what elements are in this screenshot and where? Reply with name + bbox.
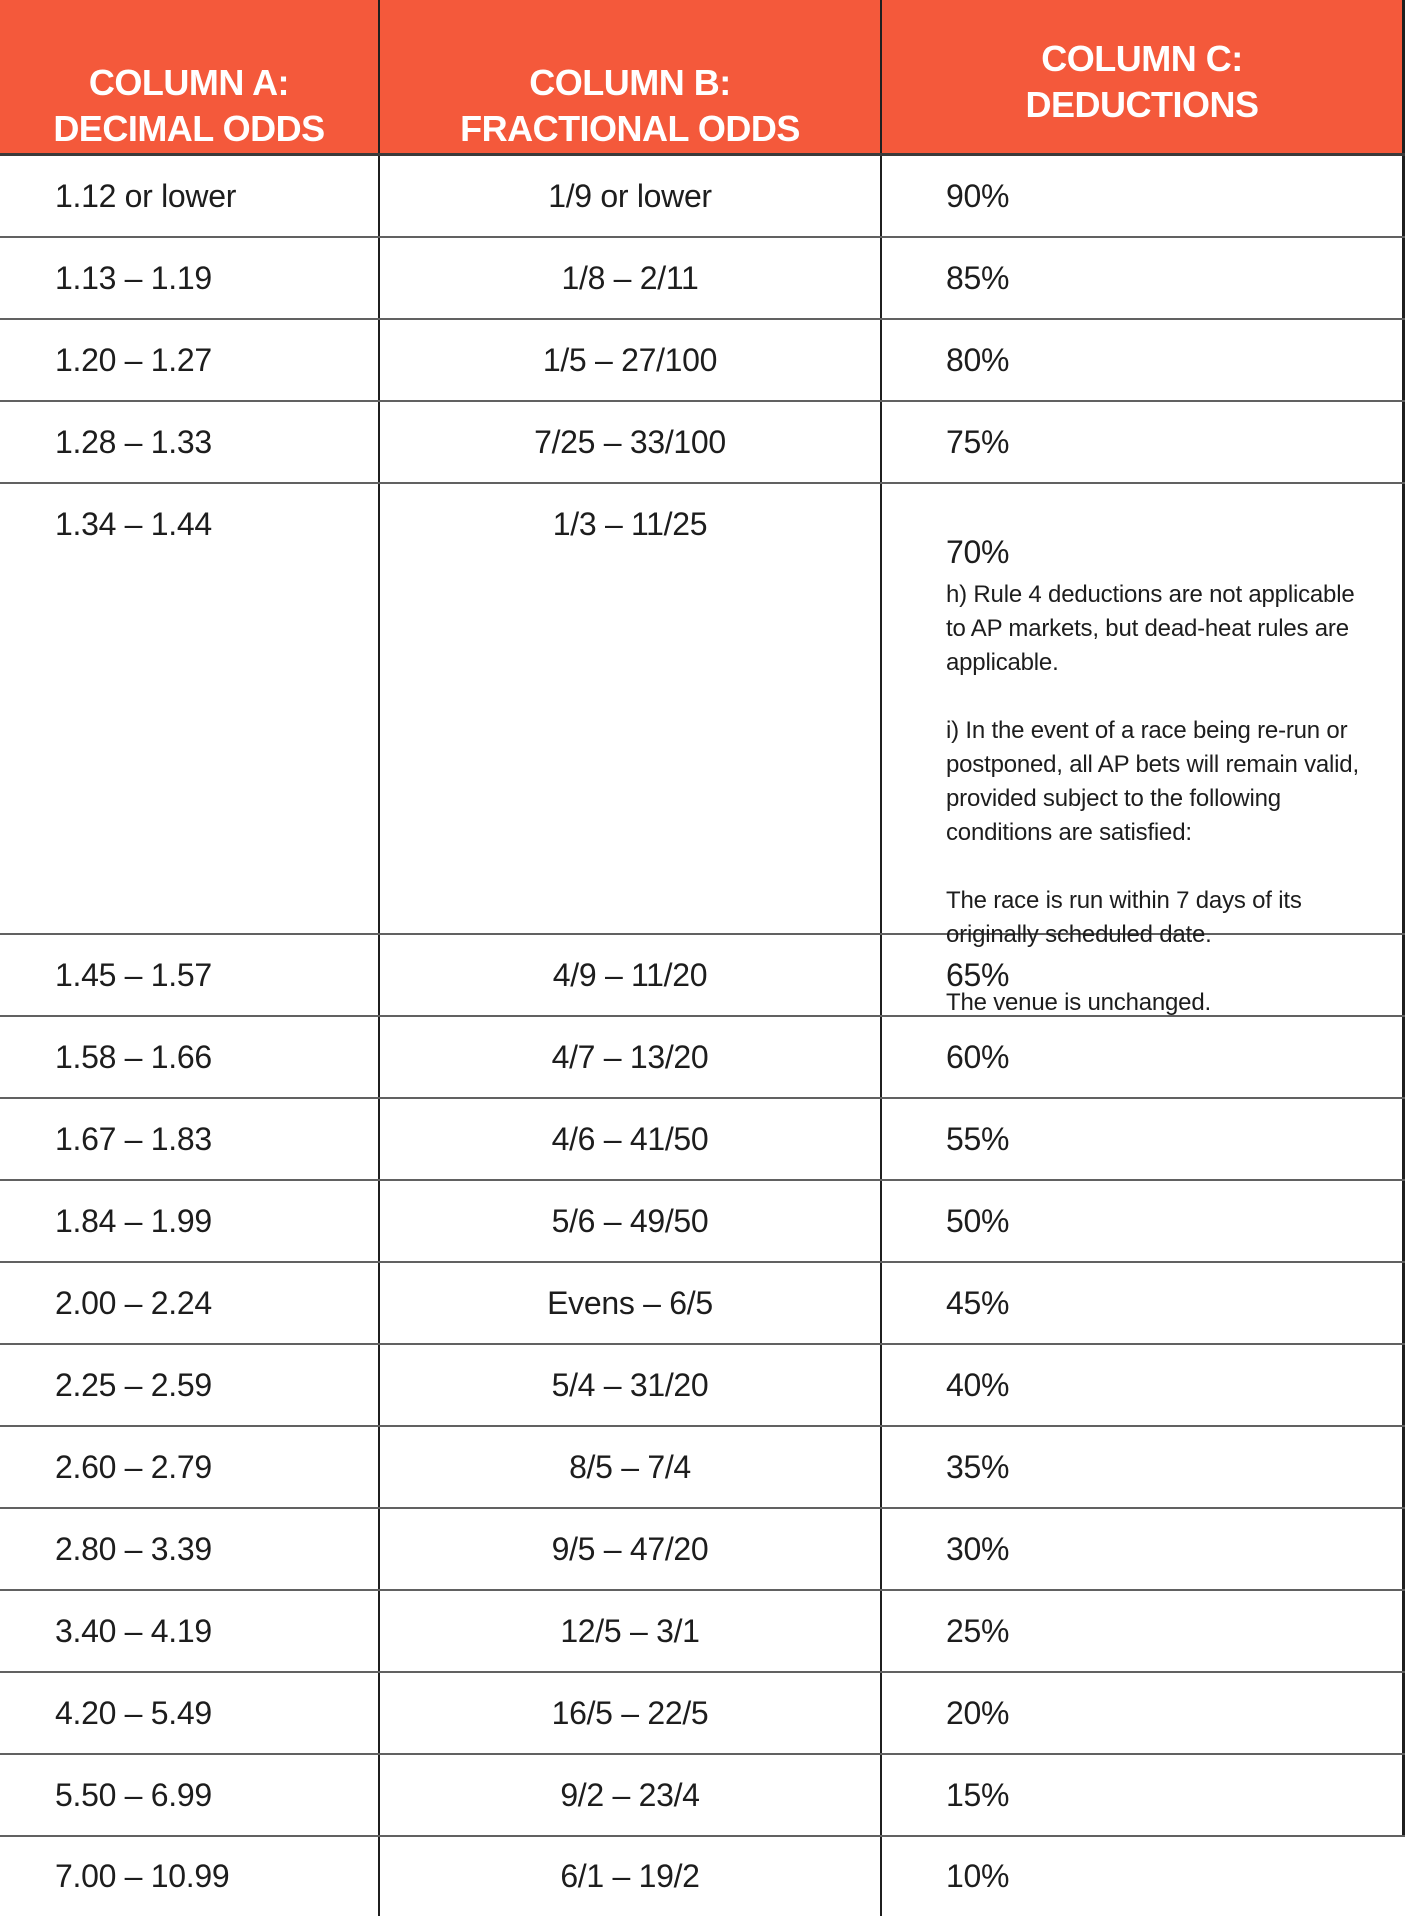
decimal-odds-cell: 1.67 – 1.83 (0, 1099, 380, 1179)
column-a-header-line1: COLUMN A: (88, 62, 290, 103)
decimal-odds-cell: 2.60 – 2.79 (0, 1427, 380, 1507)
fractional-odds-cell: 7/25 – 33/100 (380, 402, 882, 482)
fractional-odds-cell: 1/9 or lower (380, 156, 882, 236)
deductions-cell: 50% (882, 1181, 1405, 1261)
decimal-odds-cell: 7.00 – 10.99 (0, 1837, 380, 1916)
fractional-odds-cell: 1/5 – 27/100 (380, 320, 882, 400)
deductions-cell: 65% (882, 935, 1405, 1015)
deductions-cell: 35% (882, 1427, 1405, 1507)
decimal-odds-cell: 1.84 – 1.99 (0, 1181, 380, 1261)
deductions-cell: 45% (882, 1263, 1405, 1343)
deductions-cell: 75% (882, 402, 1405, 482)
table-row (0, 1427, 1405, 1509)
rule-note-i: i) In the event of a race being re-run or postponed, all AP bets will remain valid, provided subject to the following conditions are satisfied: (946, 717, 1359, 846)
deductions-cell: 25% (882, 1591, 1405, 1671)
rule-note-condition-2: The venue is unchanged. (946, 989, 1211, 1016)
column-c-header-line1: COLUMN C: (1041, 38, 1243, 79)
fractional-odds-cell: 16/5 – 22/5 (380, 1673, 882, 1753)
column-c-header-line2: DEDUCTIONS (1025, 84, 1259, 125)
table-row (0, 402, 1405, 484)
table-row (0, 1099, 1405, 1181)
fractional-odds-cell: 5/6 – 49/50 (380, 1181, 882, 1261)
table-row (0, 1673, 1405, 1755)
deductions-cell: 60% (882, 1017, 1405, 1097)
column-b-header (380, 0, 882, 153)
deductions-cell: 55% (882, 1099, 1405, 1179)
decimal-odds-cell: 2.80 – 3.39 (0, 1509, 380, 1589)
table-row (0, 1591, 1405, 1673)
deductions-cell: 30% (882, 1509, 1405, 1589)
table-row (0, 1345, 1405, 1427)
decimal-odds-cell: 4.20 – 5.49 (0, 1673, 380, 1753)
table-row (0, 320, 1405, 402)
table-row (0, 238, 1405, 320)
fractional-odds-cell: 4/6 – 41/50 (380, 1099, 882, 1179)
table-row (0, 1017, 1405, 1099)
column-a-header-line2: DECIMAL ODDS (53, 108, 325, 149)
table-row (0, 1837, 1405, 1916)
table-row (0, 1509, 1405, 1591)
deductions-cell: 90% (882, 156, 1405, 236)
fractional-odds-cell: 9/2 – 23/4 (380, 1755, 882, 1835)
decimal-odds-cell: 1.45 – 1.57 (0, 935, 380, 1015)
fractional-odds-cell: 1/8 – 2/11 (380, 238, 882, 318)
table-row (0, 1755, 1405, 1837)
decimal-odds-cell: 2.25 – 2.59 (0, 1345, 380, 1425)
decimal-odds-cell: 3.40 – 4.19 (0, 1591, 380, 1671)
fractional-odds-cell: 1/3 – 11/25 (380, 484, 882, 933)
table-header-row (0, 0, 1405, 156)
deductions-cell: 10% (946, 1858, 1010, 1894)
deduction-value: 70% (946, 534, 1010, 570)
decimal-odds-cell: 1.58 – 1.66 (0, 1017, 380, 1097)
fractional-odds-cell: 5/4 – 31/20 (380, 1345, 882, 1425)
deductions-cell: 80% (882, 320, 1405, 400)
decimal-odds-cell: 5.50 – 6.99 (0, 1755, 380, 1835)
fractional-odds-cell: 8/5 – 7/4 (380, 1427, 882, 1507)
decimal-odds-cell: 1.13 – 1.19 (0, 238, 380, 318)
fractional-odds-cell: 6/1 – 19/2 (380, 1837, 882, 1916)
table-row (0, 1181, 1405, 1263)
table-row (0, 1263, 1405, 1345)
column-c-header (882, 0, 1405, 153)
rule-note-h: h) Rule 4 deductions are not applicable to AP markets, but dead-heat rules are applicable. (946, 581, 1355, 676)
fractional-odds-cell: 12/5 – 3/1 (380, 1591, 882, 1671)
column-b-header-line1: COLUMN B: (529, 62, 731, 103)
decimal-odds-cell: 1.28 – 1.33 (0, 402, 380, 482)
decimal-odds-cell: 1.12 or lower (0, 156, 380, 236)
fractional-odds-cell: 4/7 – 13/20 (380, 1017, 882, 1097)
fractional-odds-cell: 9/5 – 47/20 (380, 1509, 882, 1589)
table-row (0, 156, 1405, 238)
column-b-header-line2: FRACTIONAL ODDS (460, 108, 800, 149)
deductions-cell: 15% (882, 1755, 1405, 1835)
deductions-cell: 40% (882, 1345, 1405, 1425)
fractional-odds-cell: 4/9 – 11/20 (380, 935, 882, 1015)
table-row (0, 935, 1405, 1017)
decimal-odds-cell: 1.20 – 1.27 (0, 320, 380, 400)
rule-note-condition-1: The race is run within 7 days of its originally scheduled date. (946, 887, 1302, 948)
column-a-header (0, 0, 380, 153)
decimal-odds-cell: 1.34 – 1.44 (0, 484, 380, 933)
fractional-odds-cell: Evens – 6/5 (380, 1263, 882, 1343)
deductions-cell: 20% (882, 1673, 1405, 1753)
deductions-cell: 85% (882, 238, 1405, 318)
decimal-odds-cell: 2.00 – 2.24 (0, 1263, 380, 1343)
